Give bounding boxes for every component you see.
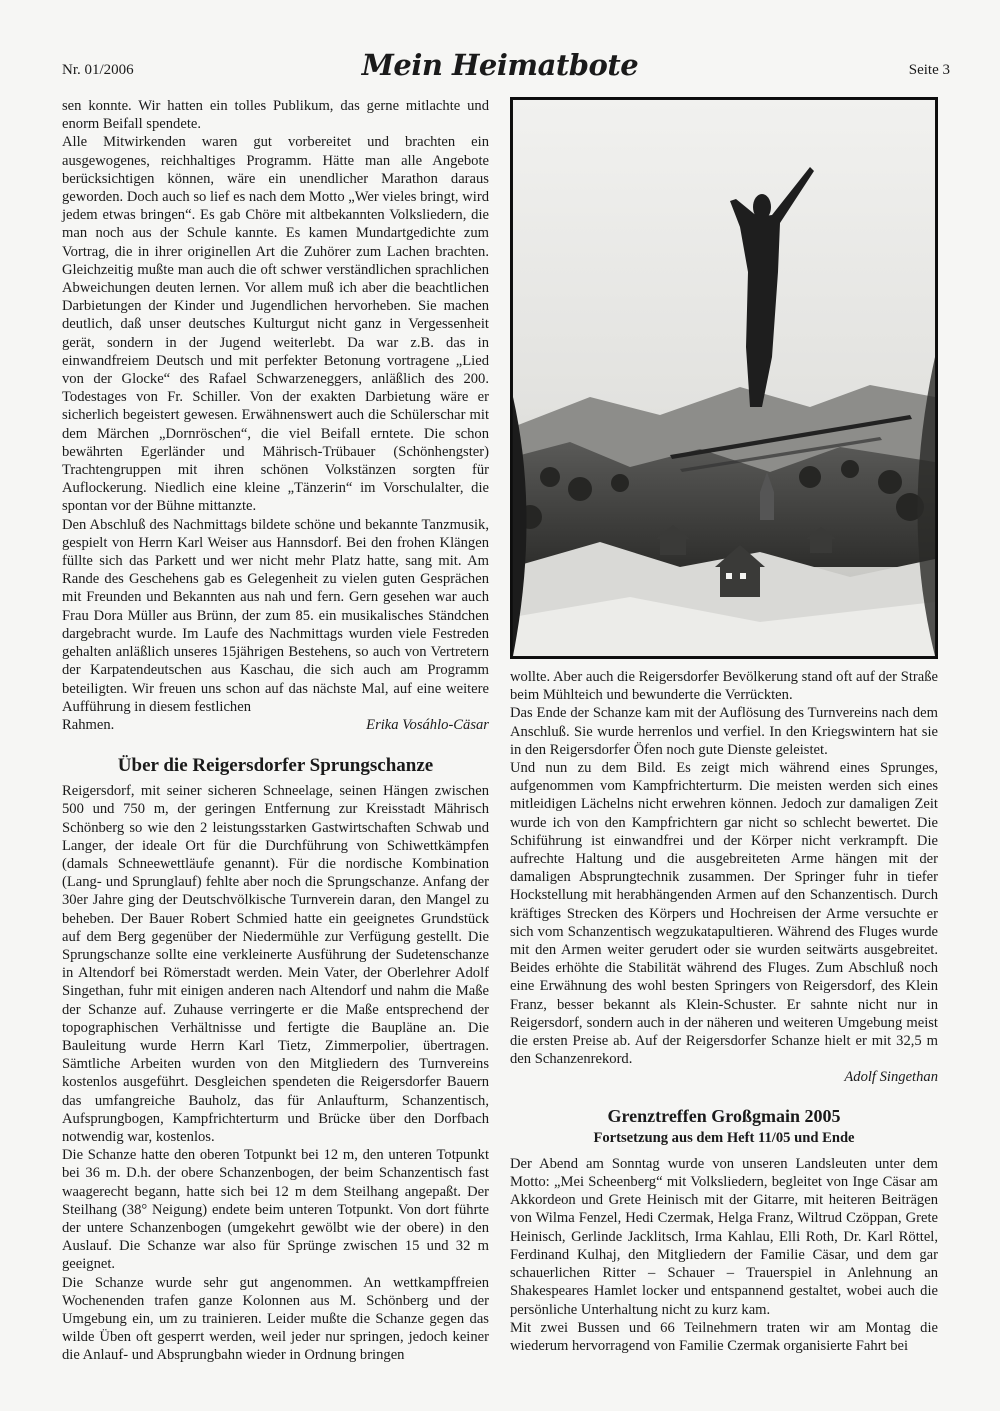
- article2-paragraph: Die Schanze hatte den oberen Totpunkt bei 12 m, den unteren Totpunkt bei 36 m. D.h. der obere Schanzenbogen, der beim Schanzentisch fast waagerecht begann, hatte sich bei 12 m dem Steilhang angepaßt. Der Steilhang (38° Neigung) endete beim unteren Totpunkt. Von dort führte der untere Schanzenbogen (umgekehrt gewölbt wie der obere) in den Auslauf. Die Schanze war also für Sprünge zwischen 15 und 32 m geeignet.: [62, 1147, 489, 1273]
- article3-title: Grenztreffen Großgmain 2005: [607, 1105, 841, 1126]
- article1-last-line: Rahmen.: [62, 716, 115, 733]
- article2-paragraph: Reigersdorf, mit seiner sicheren Schneelage, seinen Hängen zwischen 500 und 750 m, der geringen Entfernung zur Kreisstadt Mährisch Schönberg so wie den 2 leistungsstarken Gastwirtschaften Schwab und Langer, der ideale Ort für die Durchführung von Schiwettkämpfen (damals Schneewettläufe genannt). Für die nordische Kombination (Lang- und Sprunglauf) fehlte aber noch die Sprungschanze. Anfang der 30er Jahre ging der Deutschvölkische Turnverein daran, den Mangel zu beheben. Der Bauer Robert Schmied hatte ein geeignetes Grundstück auf dem Berg gegenüber der Niedermühle zur Verfügung gestellt. Die Sprungschanze sollte eine verkleinerte Ausführung der Sudetenschanze in Altendorf bei Römerstadt werden. Mein Vater, der Oberlehrer Adolf Singethan, fuhr mit einigen anderen nach Altendorf und nahm die Maße der Schanze auf. Zuhause verringerte er die Maße entsprechend der topographischen Verhältnisse und fertigte die Baupläne an. Die Bauleitung wurde Herrn Karl Tietz, Zimmerpolier, übertragen. Sämtliche Arbeiten wurden von den Mitgliedern des Turnvereins kostenlos ausgeführt. Desgleichen spendeten die Reigersdorfer Bauern das umfangreiche Bauholz, das für Anlaufturm, Schanzentisch, Aufsprungbogen, Kampfrichterturm und Brücke über den Dorfbach notwendig war, kostenlos.: [62, 783, 489, 1145]
- page-number: Seite 3: [908, 62, 950, 78]
- article1-author: Erika Vosáhlo-Cäsar: [366, 716, 489, 733]
- article3-paragraph: Der Abend am Sonntag wurde von unseren Landsleuten unter dem Motto: „Mei Scheenberg“ mit Volksliedern, begleitet von Inge Cäsar am Akkordeon und Grete Heinisch mit der Gitarre, mit heiteren Beiträgen von Wilma Fenzel, Hedi Czermak, Helga Franz, Wiltrud Czöppan, Grete Heinisch, Gerlinde Jacklitsch, Irma Kahlau, Elli Roth, Dr. Karl Röttel, Ferdinand Kulhaj, den Mitgliedern der Familie Cäsar, und dem gar schauerlichen Ritter – Schauer – Trauerspiel in Anlehnung an Shakespeares Hamlet locker und entspannend gestaltet, wobei auch die persönliche Unterhaltung nicht zu kurz kam.: [510, 1155, 938, 1318]
- left-column: [62, 97, 489, 1365]
- article1-paragraph: Alle Mitwirkenden waren gut vorbereitet und brachten ein ausgewogenes, reichhaltiges Programm. Hätte man alle Angebote berücksichtigen können, wäre ein unendlicher Marathon daraus geworden. Doch auch so lief es nach dem Motto „Wer vieles bringt, wird jedem etwas bringen“. Es gab Chöre mit altbekannten Volksliedern, die man noch aus der Schule kannte. Es kamen Mundartgedichte zum Vortrag, die in ihrer originellen Art die Zuhörer zum Lachen brachten. Gleichzeitig mußte man auch die oft schwer verständlichen sprachlichen Abweichungen deuten lernen. Vor allem muß ich aber die beachtlichen Darbietungen der Kinder und Jugendlichen hervorheben. Sie machen deutlich, daß unser deutsches Kulturgut nicht ganz in Vergessenheit gerät, sondern in der Jugend weiterlebt. Da war z.B. das in einwandfreiem Deutsch und mit perfekter Betonung vortragene „Lied von der Glocke“ des Rafael Schwarzeneggers, anläßlich des 200. Todestages von Fr. Schiller. Von der exakten Darbietung wäre er sicherlich begeistert gewesen. Erwähnenswert auch die Schülerschar mit dem Märchen „Dornröschen“, die viel Beifall erntete. Die schon bewährten Egerländer und Mährisch-Trübauer (Schönhengster) Trachtengruppen mit ihren schönen Volkstänzen sorgten für Auflockerung. Niedlich eine kleine „Tänzerin“ im Vorschulalter, die spontan vor der Bühne mittanzte.: [62, 134, 489, 515]
- ski-jump-photo: [510, 97, 938, 659]
- article1-paragraph: Den Abschluß des Nachmittags bildete schöne und bekannte Tanzmusik, gespielt von Herrn Karl Weiser aus Hannsdorf. Bei den frohen Klängen füllte sich das Parkett und wer nicht mehr Platz hatte, sang mit. Am Rande des Geschehens gab es Gelegenheit zu vielen guten Gesprächen mit Freunden und Bekannten aus nah und fern. Gern gesehen war auch Frau Dora Müller aus Brünn, der zum 85. ein musikalisches Ständchen dargebracht wurde. Im Laufe des Nachmittags wurden viele Festreden gehalten anläßlich unseres 15jährigen Bestehens, so auch von Vertretern der Karpatendeutschen aus Kaschau, die sich auch am Programm beteiligten. Wir freuen uns schon auf das nächste Mal, auf eine weitere Aufführung in diesem festlichen: [62, 516, 489, 715]
- article2-paragraph: Die Schanze wurde sehr gut angenommen. An wettkampffreien Wochenenden trafen ganze Kolonnen aus M. Schönberg und der Umgebung ein, um zu trainieren. Leider mußte die Schanze gegen das wilde Üben oft gesperrt werden, weil jeder nur springen, jedoch keiner die Anlauf- und Absprungbahn wieder in Ordnung bringen: [62, 1274, 489, 1364]
- article2-title: Über die Reigersdorfer Sprungschanze: [117, 755, 434, 777]
- article2-paragraph: Und nun zu dem Bild. Es zeigt mich während eines Sprunges, aufgenommen vom Kampfrichterturm. Die meisten werden sich eines mitleidigen Lächelns nicht erwehren können. Jedoch zur damaligen Zeit wurde ich von den Kampfrichtern gar nicht so schlecht bewertet. Die Schiführung ist einwandfrei und der Körper nicht verkrampft. Die aufrechte Haltung und die ausgebreiteten Arme hängen mit der damaligen Absprungtechnik zusammen. Der Springer fuhr in tiefer Hockstellung mit herabhängenden Armen auf den Schanzentisch. Durch kräftiges Strecken des Körpers und Hochreisen der Arme versuchte er sich vom Schanzentisch wegzukatapultieren. Während des Fluges wurde mit den Armen weiter gerudert oder sie wurden seitwärts ausgebreitet. Beides erhöhte die Stabilität während des Fluges. Zum Abschluß noch eine Erwähnung des wohl besten Springers von Reigersdorf, des Klein Franz, besser bekannt als Klein-Schuster. Er sahnte nicht nur in Reigersdorf, sondern auch in der näheren und weiteren Umgebung meist die ersten Preise ab. Auf der Reigersdorfer Schanze hielt er mit 32,5 m den Schanzenrekord.: [510, 760, 938, 1068]
- article3-subtitle: Fortsetzung aus dem Heft 11/05 und Ende: [593, 1129, 855, 1146]
- article2-paragraph: wollte. Aber auch die Reigersdorfer Bevölkerung stand oft auf der Straße beim Mühlteich und bewunderte die Verrückten.: [510, 669, 938, 704]
- article2-author: Adolf Singethan: [844, 1069, 938, 1086]
- article1-paragraph: sen konnte. Wir hatten ein tolles Publikum, das gerne mitlachte und enorm Beifall spendete.: [62, 98, 489, 133]
- article2-paragraph: Das Ende der Schanze kam mit der Auflösung des Turnvereins nach dem Anschluß. Sie wurde herrenlos und verfiel. In den Kriegswintern hat sie in den Reigersdorfer Öfen noch gute Dienste geleistet.: [510, 705, 938, 758]
- right-column: [510, 668, 938, 1355]
- ski-jumper-image: [510, 97, 938, 659]
- article1-closing: [62, 716, 489, 734]
- article3-paragraph: Mit zwei Bussen und 66 Teilnehmern traten wir am Montag die wiederum hervorragend von Familie Czermak organisierte Fahrt bei: [510, 1319, 938, 1354]
- issue-number: Nr. 01/2006: [62, 62, 134, 78]
- masthead-title: Mein Heimatbote: [361, 48, 639, 82]
